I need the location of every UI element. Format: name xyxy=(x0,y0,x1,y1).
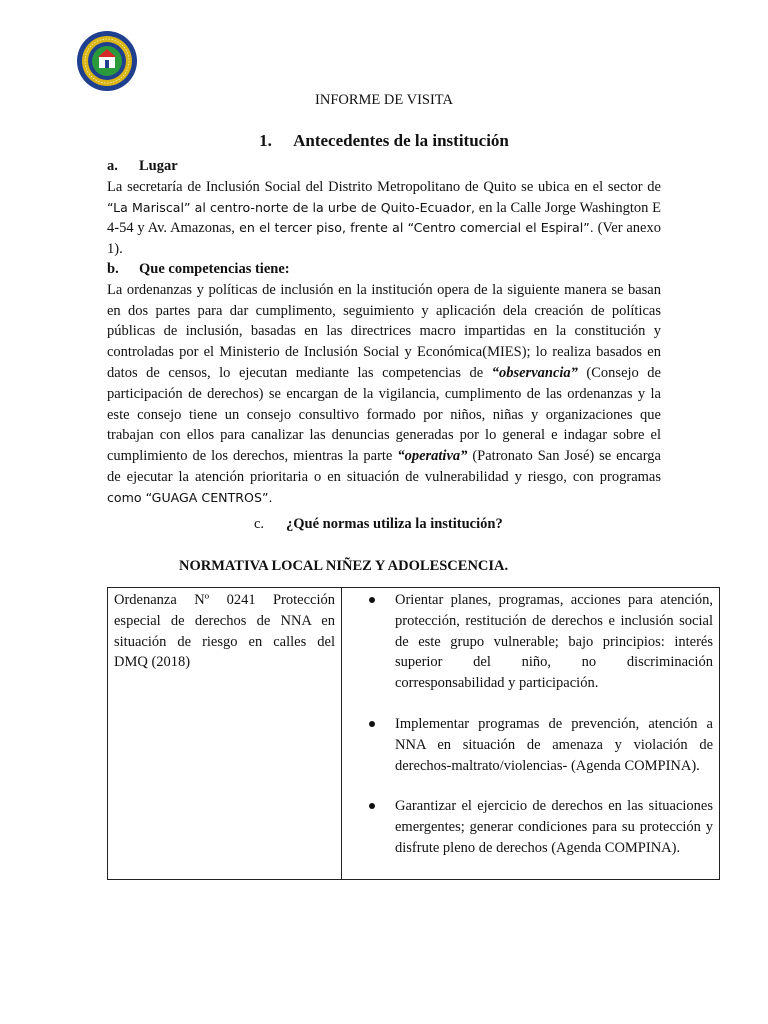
operativa-emphasis: “operativa” xyxy=(397,448,468,465)
competencias-heading xyxy=(107,259,661,280)
normas-heading xyxy=(254,516,503,533)
normativa-title: NORMATIVA LOCAL NIÑEZ Y ADOLESCENCIA. xyxy=(179,558,509,574)
section-title-text: Antecedentes de la institución xyxy=(293,131,509,150)
lugar-text-3: en la Calle Jorge Washington E 4-54 y Av. Amazonas, xyxy=(107,199,661,237)
bullet-icon xyxy=(369,721,375,727)
policies-cell xyxy=(342,588,720,880)
lugar-text-5: (Ver anexo 1). xyxy=(107,220,661,258)
lugar-text-4: en el tercer piso, frente al “Centro comercial el Espiral”. xyxy=(234,220,594,236)
lugar-paragraph xyxy=(107,177,661,260)
lugar-heading-text: Lugar xyxy=(139,158,178,174)
competencias-letter: b. xyxy=(107,261,119,277)
normativa-table xyxy=(107,587,720,880)
list-item-text: Garantizar el ejercicio de derechos en las situaciones emergentes; generar condiciones para su protección y disfrute pleno de derechos (Agenda COMPINA). xyxy=(395,798,713,856)
bullet-icon xyxy=(369,803,375,809)
competencias-text-2: (Consejo de participación de derechos) se encargan de la vigilancia, cumplimento de las ordenanzas y la este consejo tiene un consejo consultivo formado por niños, niñas y organizaciones que trabajan con ellos para canalizar las denuncias generadas por lo general e indagar sobre el cumplimiento de los derechos, mientras la parte xyxy=(107,364,661,465)
section-heading xyxy=(0,131,768,151)
normas-letter: c. xyxy=(254,516,265,532)
bullet-icon xyxy=(369,597,375,603)
competencias-section xyxy=(107,259,661,509)
university-seal-logo xyxy=(76,30,138,92)
table-row xyxy=(108,588,720,880)
lugar-section xyxy=(107,156,661,260)
lugar-heading xyxy=(107,156,661,177)
observancia-emphasis: “observancia” xyxy=(491,364,578,381)
competencias-text-1: La ordenanzas y políticas de inclusión en la institución opera de la siguiente manera se basan en dos partes para dar cumplimento, seguimiento y aplicación dela creación de políticas públicas de inclusión, basadas en las directrices macro impartidas en la constitución y controladas por el Ministerio de Inclusión Social y Económica(MIES); lo realiza basados en datos de censos, lo ejecutan mediante las competencias de xyxy=(107,281,661,381)
list-item xyxy=(350,714,713,776)
document-title: INFORME DE VISITA xyxy=(315,92,453,108)
section-number: 1. xyxy=(259,131,272,150)
competencias-text-4: como “GUAGA CENTROS”. xyxy=(107,489,273,505)
list-item-text: Implementar programas de prevención, atención a NNA en situación de amenaza y violación de derechos-maltrato/violencias- (Agenda COMPINA). xyxy=(395,715,713,774)
policies-list xyxy=(350,590,713,859)
competencias-paragraph xyxy=(107,280,661,509)
lugar-text-2: “La Mariscal” al centro-norte de la urbe de Quito-Ecuador, xyxy=(107,199,476,215)
list-item xyxy=(350,590,713,694)
lugar-text-1: La secretaría de Inclusión Social del Distrito Metropolitano de Quito se ubica en el sector de xyxy=(107,178,661,195)
ordinance-cell: Ordenanza Nº 0241 Protección especial de derechos de NNA en situación de riesgo en calles del DMQ (2018) xyxy=(108,588,342,880)
competencias-heading-text: Que competencias tiene: xyxy=(139,261,290,277)
lugar-letter: a. xyxy=(107,158,118,174)
normas-heading-text: ¿Qué normas utiliza la institución? xyxy=(286,516,503,532)
list-item-text: Orientar planes, programas, acciones para atención, protección, restitución de derechos e inclusión social de este grupo vulnerable; bajo principios: interés superior del niño, no discriminación corresponsabilidad y participación. xyxy=(395,592,713,692)
list-item xyxy=(350,796,713,858)
competencias-text-3: (Patronato San José) se encarga de ejecutar la atención prioritaria o en situación de vulnerabilidad y riesgo, con programas xyxy=(107,448,661,485)
